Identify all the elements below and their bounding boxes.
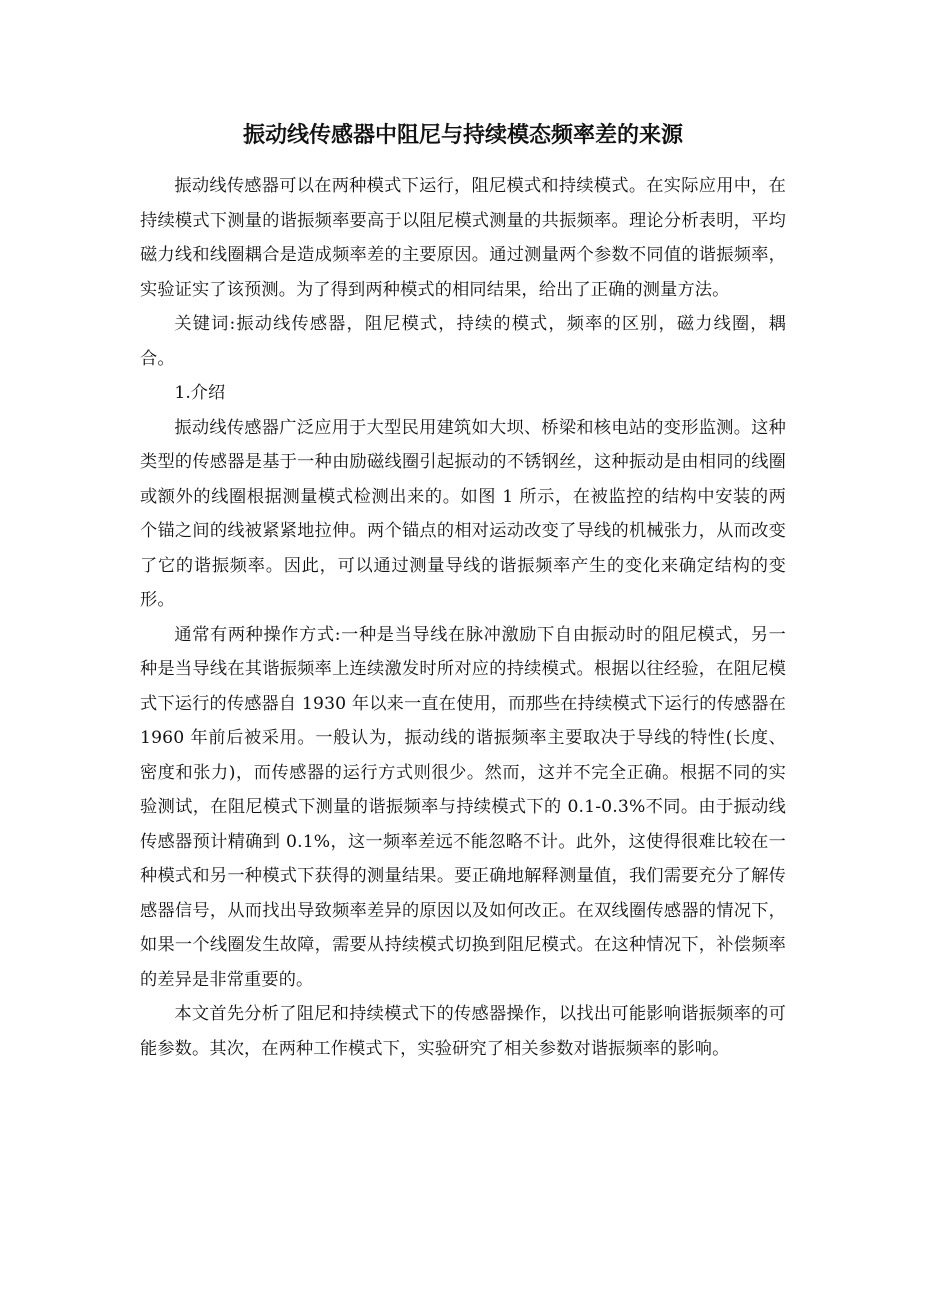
document-body: [140, 169, 786, 1066]
body-paragraph: 通常有两种操作方式:一种是当导线在脉冲激励下自由振动时的阻尼模式，另一种是当导线在其谐振频率上连续激发时所对应的持续模式。根据以往经验，在阻尼模式下运行的传感器自 1930 年以来一直在使用，而那些在持续模式下运行的传感器在 1960 年前后被采用。一般认为，振动线的谐振频率主要取决于导线的特性(长度、密度和张力)，而传感器的运行方式则很少。然而，这并不完全正确。根据不同的实验测试，在阻尼模式下测量的谐振频率与持续模式下的 0.1-0.3%不同。由于振动线传感器预计精确到 0.1%，这一频率差远不能忽略不计。此外，这使得很难比较在一种模式和另一种模式下获得的测量结果。要正确地解释测量值，我们需要充分了解传感器信号，从而找出导致频率差异的原因以及如何改正。在双线圈传感器的情况下，如果一个线圈发生故障，需要从持续模式切换到阻尼模式。在这种情况下，补偿频率的差异是非常重要的。: [140, 624, 786, 990]
body-paragraph: 本文首先分析了阻尼和持续模式下的传感器操作，以找出可能影响谐振频率的可能参数。其次，在两种工作模式下，实验研究了相关参数对谐振频率的影响。: [140, 1004, 786, 1059]
section-heading-introduction: 1.介绍: [174, 383, 226, 403]
keywords-paragraph: 关键词:振动线传感器，阻尼模式，持续的模式，频率的区别，磁力线圈，耦合。: [140, 314, 786, 369]
body-paragraph: 振动线传感器广泛应用于大型民用建筑如大坝、桥梁和核电站的变形监测。这种类型的传感器是基于一种由励磁线圈引起振动的不锈钢丝，这种振动是由相同的线圈或额外的线圈根据测量模式检测出来的。如图 1 所示，在被监控的结构中安装的两个锚之间的线被紧紧地拉伸。两个锚点的相对运动改变了导线的机械张力，从而改变了它的谐振频率。因此，可以通过测量导线的谐振频率产生的变化来确定结构的变形。: [140, 417, 786, 610]
document-title: 振动线传感器中阻尼与持续模态频率差的来源: [242, 122, 683, 148]
abstract-paragraph: 振动线传感器可以在两种模式下运行，阻尼模式和持续模式。在实际应用中，在持续模式下测量的谐振频率要高于以阻尼模式测量的共振频率。理论分析表明，平均磁力线和线圈耦合是造成频率差的主要原因。通过测量两个参数不同值的谐振频率，实验证实了该预测。为了得到两种模式的相同结果，给出了正确的测量方法。: [140, 176, 786, 300]
